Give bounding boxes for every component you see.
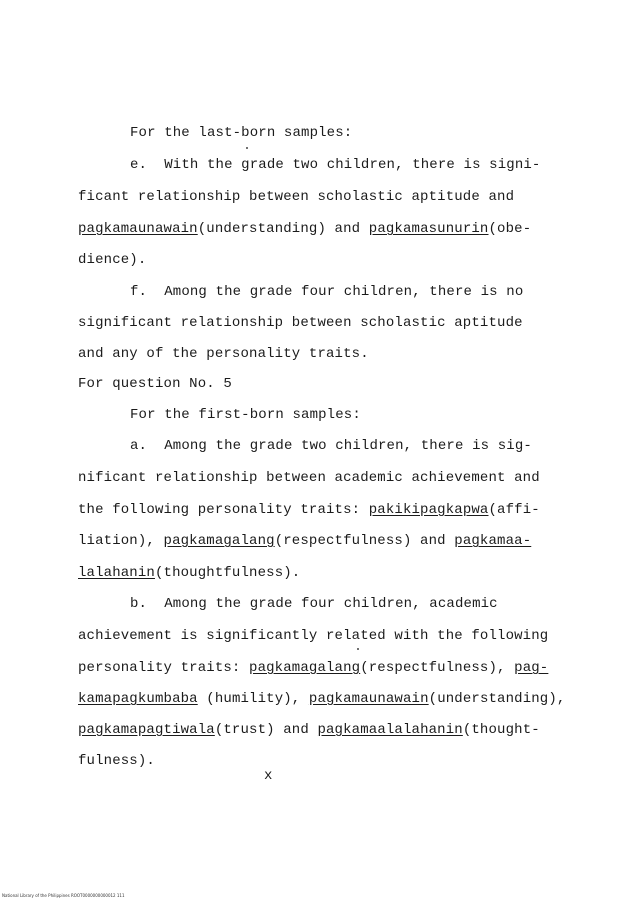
question-5-heading: For question No. 5 bbox=[78, 376, 232, 392]
item-b-text-1: Among the grade four children, academic bbox=[164, 596, 498, 612]
item-f-text-1: Among the grade four children, there is no bbox=[164, 284, 524, 300]
item-a-line-4 bbox=[78, 532, 531, 550]
term-pagkamaalalahanin-part2: lalahanin bbox=[78, 565, 155, 581]
text: (trust) and bbox=[214, 722, 318, 738]
text: the following personality traits: bbox=[78, 502, 369, 518]
text: (thoughtfulness). bbox=[154, 565, 301, 581]
text: (respectfulness), bbox=[360, 660, 515, 676]
term-pakikipagkapwa: pakikipagkapwa bbox=[368, 502, 489, 518]
text: (thought- bbox=[462, 722, 540, 738]
item-a-line-5 bbox=[78, 564, 300, 582]
text: (obe- bbox=[488, 221, 532, 237]
item-f-line-3: and any of the personality traits. bbox=[78, 346, 369, 362]
item-a-text-1: Among the grade two children, there is sig- bbox=[164, 438, 532, 454]
term-pagkamaalalahanin: pagkamaalalahanin bbox=[317, 722, 463, 738]
item-b-line-6: fulness). bbox=[78, 753, 155, 769]
term-pagkamagalang: pagkamagalang bbox=[249, 660, 361, 676]
item-b-line-5 bbox=[78, 721, 540, 739]
term-pagkamapagkumbaba-part2: kamapagkumbaba bbox=[78, 691, 198, 707]
term-pagkamaunawain: pagkamaunawain bbox=[78, 221, 198, 237]
text: (understanding), bbox=[428, 691, 566, 707]
item-b-line-2: achievement is significantly related with the following bbox=[78, 628, 549, 644]
text: (humility), bbox=[197, 691, 309, 707]
term-pagkamagalang: pagkamagalang bbox=[163, 533, 275, 549]
item-f-label: f. bbox=[130, 284, 148, 300]
term-pagkamaunawain: pagkamaunawain bbox=[308, 691, 429, 707]
text: personality traits: bbox=[78, 660, 250, 676]
page-number: x bbox=[264, 768, 273, 784]
item-e-line-4: dience). bbox=[78, 252, 147, 268]
item-b-line-3 bbox=[78, 659, 548, 677]
item-b-label: b. bbox=[130, 596, 148, 612]
item-e-label: e. bbox=[130, 157, 148, 173]
item-b-line-4 bbox=[78, 690, 565, 708]
text: (respectfulness) and bbox=[274, 533, 455, 549]
term-pagkamasunurin: pagkamasunurin bbox=[368, 221, 489, 237]
item-f-line-2: significant relationship between scholastic aptitude bbox=[78, 315, 523, 331]
item-f-line-1 bbox=[130, 283, 523, 301]
speck bbox=[357, 648, 359, 650]
text: liation), bbox=[78, 533, 164, 549]
last-born-heading: For the last-born samples: bbox=[130, 125, 353, 141]
item-e-line-2: ficant relationship between scholastic aptitude and bbox=[78, 189, 515, 205]
term-pagkamapagkumbaba-part1: pag- bbox=[514, 660, 549, 676]
term-pagkamaalalahanin-part1: pagkamaa- bbox=[454, 533, 532, 549]
text: (understanding) and bbox=[197, 221, 369, 237]
speck bbox=[246, 147, 248, 149]
item-a-line-3 bbox=[78, 501, 540, 519]
item-e-line-1 bbox=[130, 156, 540, 174]
item-a-line-1 bbox=[130, 437, 532, 455]
first-born-heading: For the first-born samples: bbox=[130, 407, 361, 423]
item-a-line-2: nificant relationship between academic achievement and bbox=[78, 470, 540, 486]
term-pagkamapagtiwala: pagkamapagtiwala bbox=[78, 722, 215, 738]
scan-footer: National Library of the Philippines ROOT0000000000012 111 bbox=[2, 893, 125, 898]
item-a-label: a. bbox=[130, 438, 148, 454]
item-e-line-3 bbox=[78, 220, 531, 238]
item-b-line-1 bbox=[130, 595, 498, 613]
item-e-text-1: With the grade two children, there is signi- bbox=[164, 157, 541, 173]
text: (affi- bbox=[488, 502, 540, 518]
